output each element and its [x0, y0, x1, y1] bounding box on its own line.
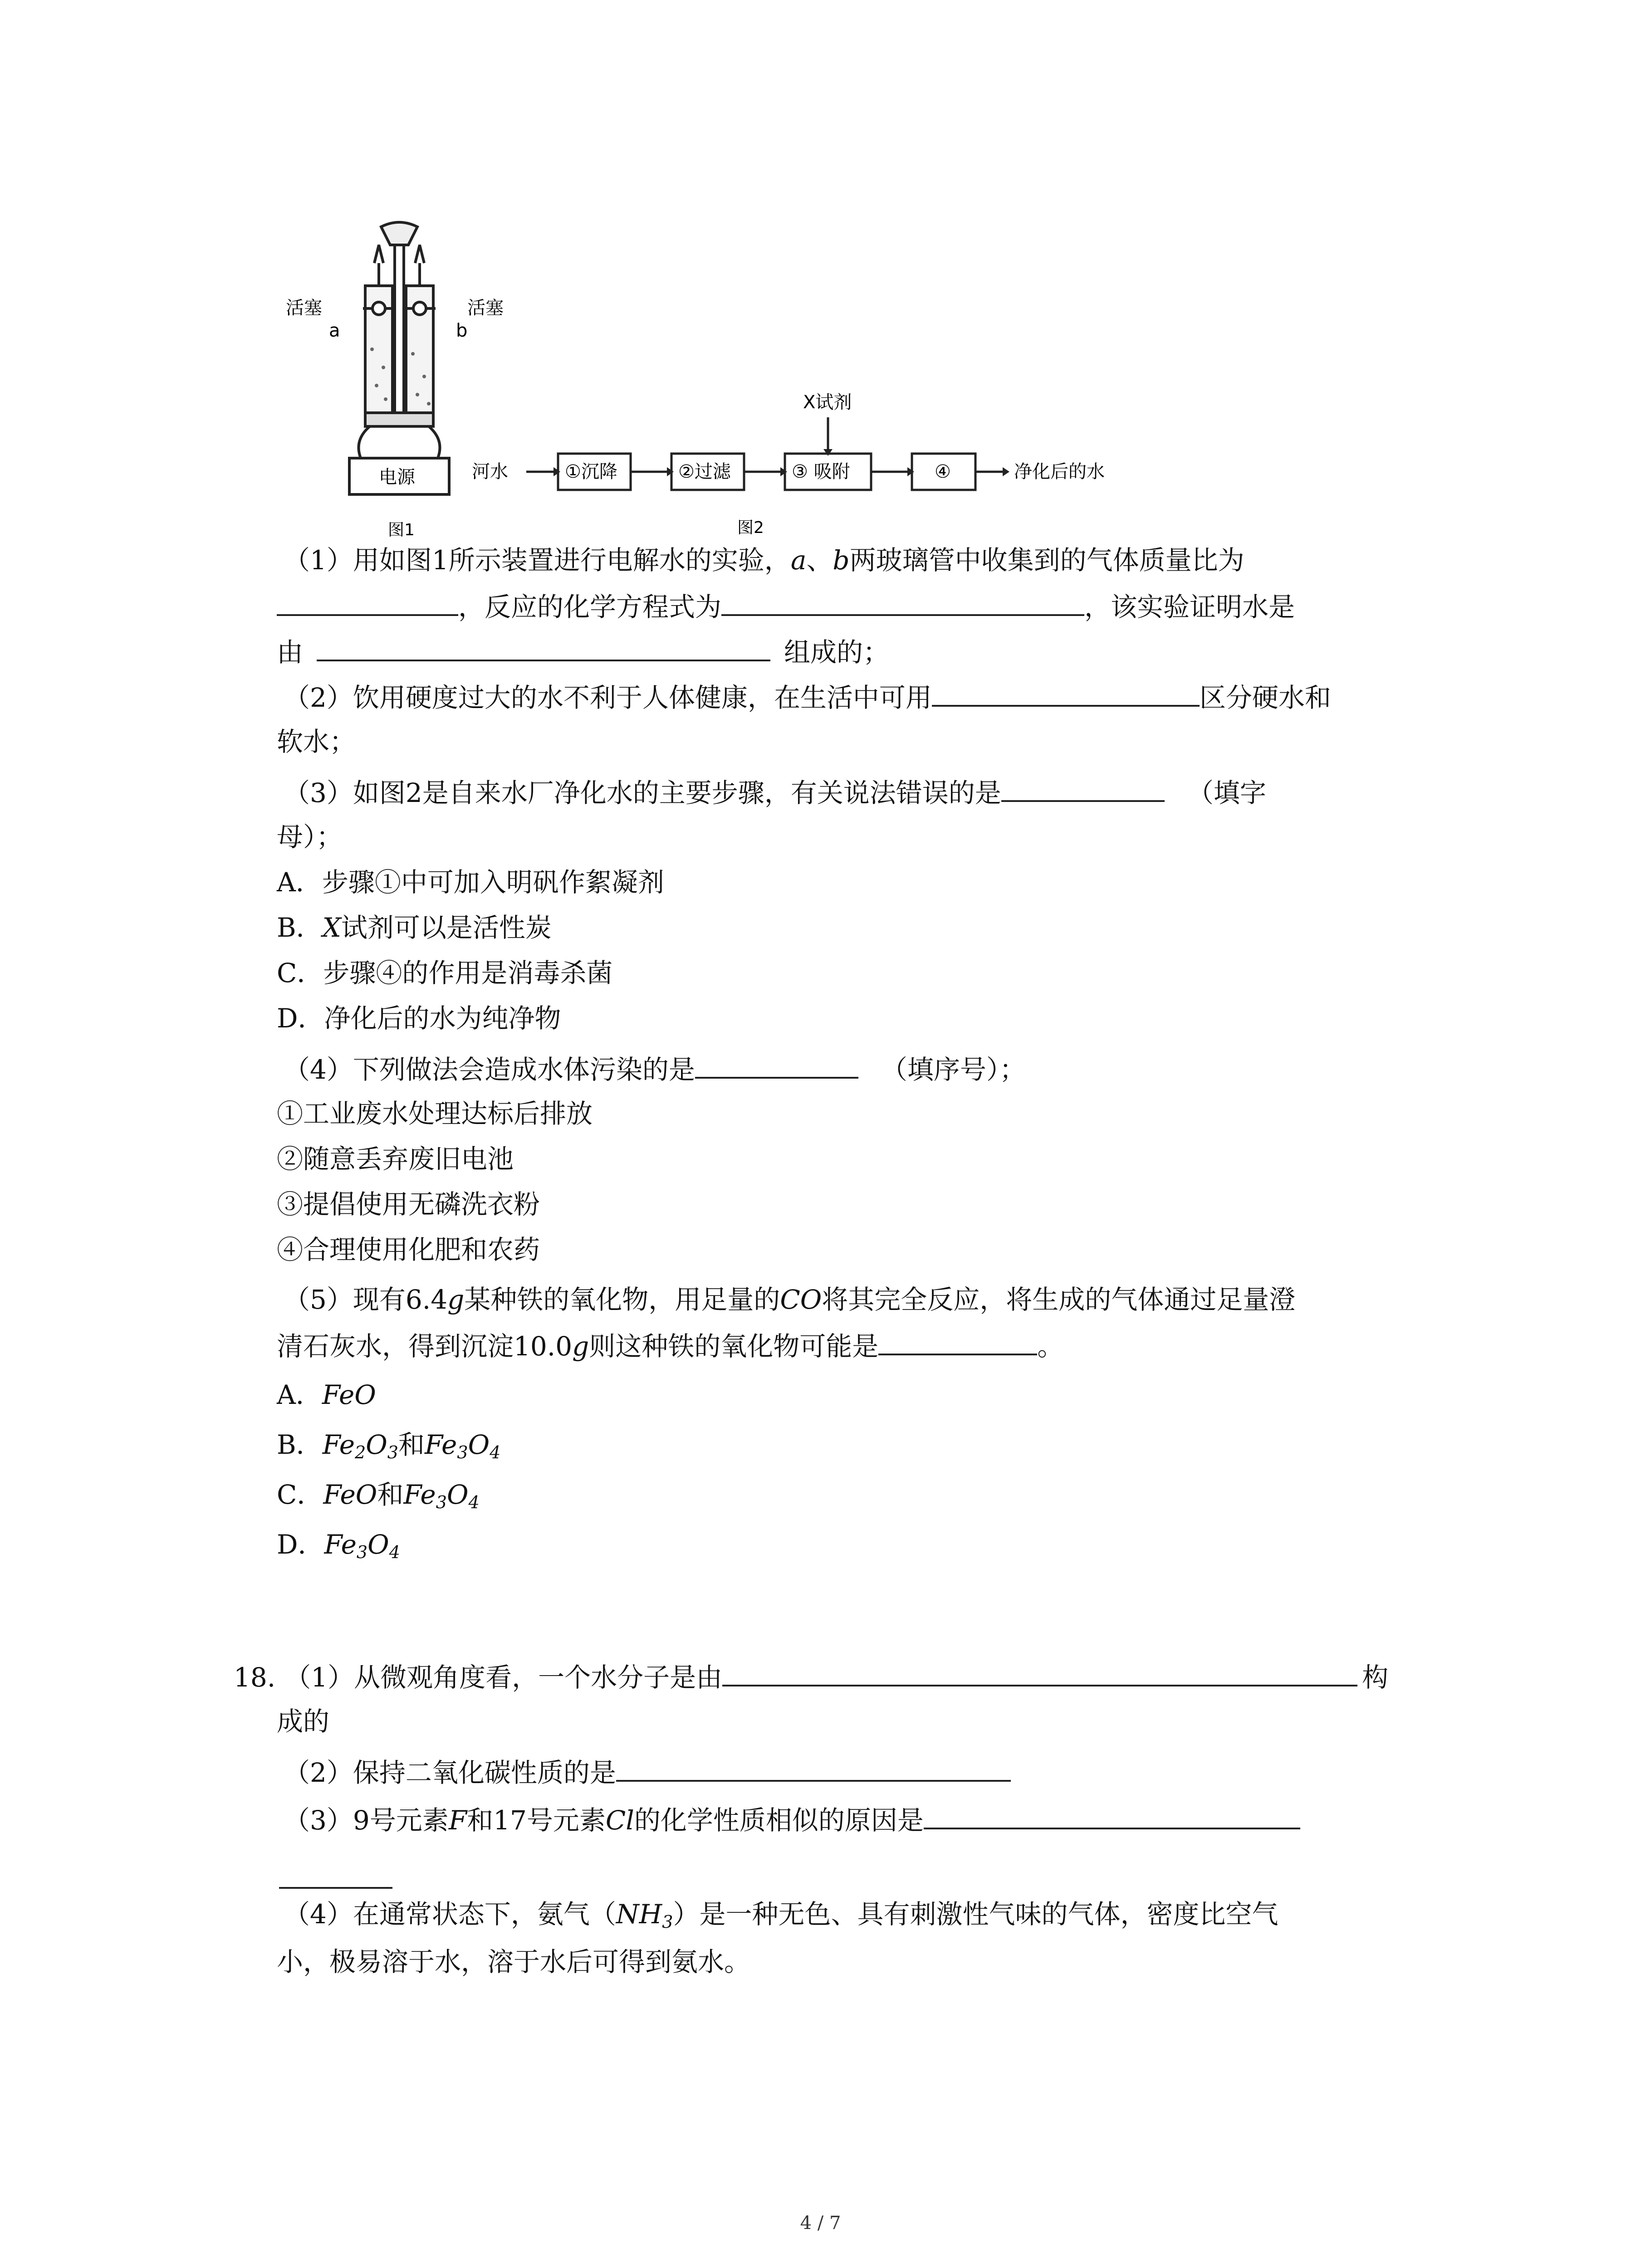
flow-output-label: 净化后的水 — [1014, 461, 1105, 482]
q17-part1-line3 — [277, 635, 889, 668]
q17-p5-text-c: 将其完全反应，将生成的气体通过足量澄 — [822, 1284, 1296, 1315]
q18-part4-line2: 小，极易溶于水，溶于水后可得到氨水。 — [277, 1946, 751, 1977]
q17-p3-option-a: A．步骤①中可加入明矾作絮凝剂 — [277, 867, 664, 898]
q17-p1-composition-prefix: 由 — [277, 637, 304, 668]
option-letter: D． — [277, 1529, 324, 1560]
answer-blank-water-molecule[interactable] — [722, 1660, 1357, 1686]
flow-step2: ②过滤 — [678, 461, 731, 482]
q17-p5-option-c — [277, 1479, 480, 1510]
var-a: a — [790, 545, 807, 576]
answer-blank-pollution[interactable] — [695, 1052, 858, 1079]
q18-p1-text: （1）从微观角度看，一个水分子是由 — [284, 1662, 723, 1693]
figure1-caption: 图1 — [388, 521, 415, 539]
flow-input-label: 河水 — [472, 461, 508, 482]
q17-p3-text: （3）如图2是自来水厂净化水的主要步骤，有关说法错误的是 — [284, 777, 1001, 808]
q17-p3-option-c: C．步骤④的作用是消毒杀菌 — [277, 958, 613, 988]
formula-fe3o4: $Fe_3O_4$ — [324, 1529, 400, 1562]
flow-step1: ①沉降 — [565, 461, 617, 482]
q17-p3-text-c: 母）； — [277, 821, 343, 852]
formula-fe3o4: $Fe_3O_4$ — [424, 1429, 501, 1462]
q18-p3-text: （3）9号元素 — [284, 1805, 449, 1836]
answer-blank-equation[interactable] — [721, 590, 1084, 616]
q17-part3-line1 — [284, 776, 1266, 809]
question-number: 18. — [234, 1662, 276, 1693]
q17-p3-text-b: （填字 — [1187, 777, 1266, 808]
q17-part1-line2 — [277, 590, 1295, 623]
option-letter: B． — [277, 1429, 323, 1460]
q17-p5-line2-text-b: 则这种铁的氧化物可能是 — [589, 1331, 879, 1362]
q17-part4-line1 — [284, 1052, 1026, 1085]
q17-p1-composition-suffix: 组成的； — [784, 637, 890, 668]
q17-part5-line1 — [284, 1284, 1295, 1315]
q17-p5-option-b — [277, 1429, 500, 1461]
unit-g: g — [572, 1331, 589, 1362]
q17-p4-text-b: （填序号）； — [881, 1054, 1026, 1085]
option-text: 试剂可以是活性炭 — [341, 912, 552, 943]
q17-p1-equation-prompt: ，反应的化学方程式为 — [458, 591, 722, 622]
q17-p2-text-c: 软水； — [277, 726, 356, 757]
q17-p4-text: （4）下列做法会造成水体污染的是 — [284, 1054, 695, 1085]
q17-p4-option-3: ③提倡使用无磷洗衣粉 — [277, 1189, 540, 1220]
formula-fe2o3: $Fe_2O_3$ — [322, 1429, 398, 1462]
q18-p3-text-c: 的化学性质相似的原因是 — [634, 1805, 924, 1836]
valve-left-label: 活塞 — [286, 298, 322, 318]
q18-part4-line1 — [284, 1898, 1278, 1930]
symbol-f: F — [448, 1805, 467, 1836]
tube-b-label: b — [456, 320, 468, 341]
option-letter: C． — [277, 1479, 323, 1510]
q17-p3-option-d: D．净化后的水为纯净物 — [277, 1003, 561, 1034]
q17-part1-line1 — [284, 544, 1244, 576]
q18-p4-text: （4）在通常状态下，氨气（ — [284, 1899, 616, 1930]
q18-part1-line2: 成的 — [277, 1706, 330, 1737]
q17-p2-text-b: 区分硬水和 — [1199, 682, 1331, 713]
q17-p1-text: （1）用如图1所示装置进行电解水的实验， — [284, 545, 791, 576]
formula-feo: FeO — [322, 1379, 376, 1410]
flow-step4: ④ — [935, 461, 951, 482]
q18-p3-text-b: 和17号元素 — [467, 1805, 606, 1836]
q18-p1-text-b: 构 — [1362, 1662, 1389, 1693]
q17-p4-option-2: ②随意丢弃废旧电池 — [277, 1144, 514, 1174]
symbol-cl: Cl — [605, 1805, 634, 1836]
q17-p4-option-4: ④合理使用化肥和农药 — [277, 1234, 540, 1265]
unit-g: g — [447, 1284, 465, 1315]
formula-co: CO — [780, 1284, 822, 1315]
q17-p2-text: （2）饮用硬度过大的水不利于人体健康，在生活中可用 — [284, 682, 932, 713]
answer-blank-wrong-statement[interactable] — [1001, 776, 1165, 802]
option-and: 和 — [398, 1429, 425, 1460]
answer-blank-hard-water[interactable] — [932, 680, 1200, 707]
power-supply-label: 电源 — [379, 467, 415, 488]
q17-p1-sep: 、 — [806, 545, 833, 576]
formula-nh3: $NH_3$ — [616, 1899, 673, 1932]
q17-p5-line2-end: 。 — [1037, 1331, 1064, 1362]
option-letter: B． — [277, 912, 323, 943]
q17-p5-option-a — [277, 1379, 376, 1411]
figure2-caption: 图2 — [737, 518, 764, 537]
q17-part3-line2 — [277, 821, 343, 853]
answer-blank-mass-ratio[interactable] — [277, 590, 458, 616]
valve-right-label: 活塞 — [467, 298, 504, 318]
q17-part2-line1 — [284, 680, 1331, 714]
figure2-purification-flow — [472, 381, 1130, 549]
q17-p5-option-d — [277, 1529, 400, 1560]
q17-p1-conclusion-prompt: ，该实验证明水是 — [1084, 591, 1295, 622]
q17-p5-text: （5）现有6.4 — [284, 1284, 448, 1315]
page-number: 4 / 7 — [800, 2213, 841, 2234]
q18-part2 — [284, 1755, 1011, 1789]
answer-blank-iron-oxide[interactable] — [878, 1329, 1037, 1355]
option-and: 和 — [377, 1479, 404, 1510]
q17-part5-line2 — [277, 1329, 1063, 1362]
option-letter: A． — [277, 1379, 322, 1410]
answer-blank-continuation[interactable] — [279, 1887, 392, 1889]
q18-p2-text: （2）保持二氧化碳性质的是 — [284, 1757, 616, 1788]
q17-p1-text-b: 两玻璃管中收集到的气体质量比为 — [849, 545, 1244, 576]
var-x: X — [322, 912, 341, 943]
answer-blank-co2-property[interactable] — [616, 1755, 1011, 1782]
flow-reagent-label: X试剂 — [803, 392, 852, 413]
answer-blank-composition[interactable] — [317, 635, 770, 661]
tube-a-label: a — [329, 320, 340, 341]
answer-blank-similarity-reason[interactable] — [924, 1803, 1300, 1829]
q17-p4-option-1: ①工业废水处理达标后排放 — [277, 1098, 593, 1129]
flow-step3: ③ 吸附 — [792, 461, 850, 482]
q18-part3 — [284, 1803, 1300, 1836]
q17-part2-line2 — [277, 726, 356, 758]
q17-p3-option-b — [277, 912, 552, 943]
q17-p5-text-b: 某种铁的氧化物，用足量的 — [464, 1284, 780, 1315]
q18-part1-line1 — [234, 1660, 1388, 1693]
q18-p4-text-b: ）是一种无色、具有刺激性气味的气体，密度比空气 — [673, 1899, 1279, 1930]
q17-p5-line2-text: 清石灰水，得到沉淀10.0 — [277, 1331, 573, 1362]
formula-fe3o4: $Fe_3O_4$ — [403, 1479, 480, 1512]
var-b: b — [833, 545, 850, 576]
formula-feo: FeO — [323, 1479, 377, 1510]
